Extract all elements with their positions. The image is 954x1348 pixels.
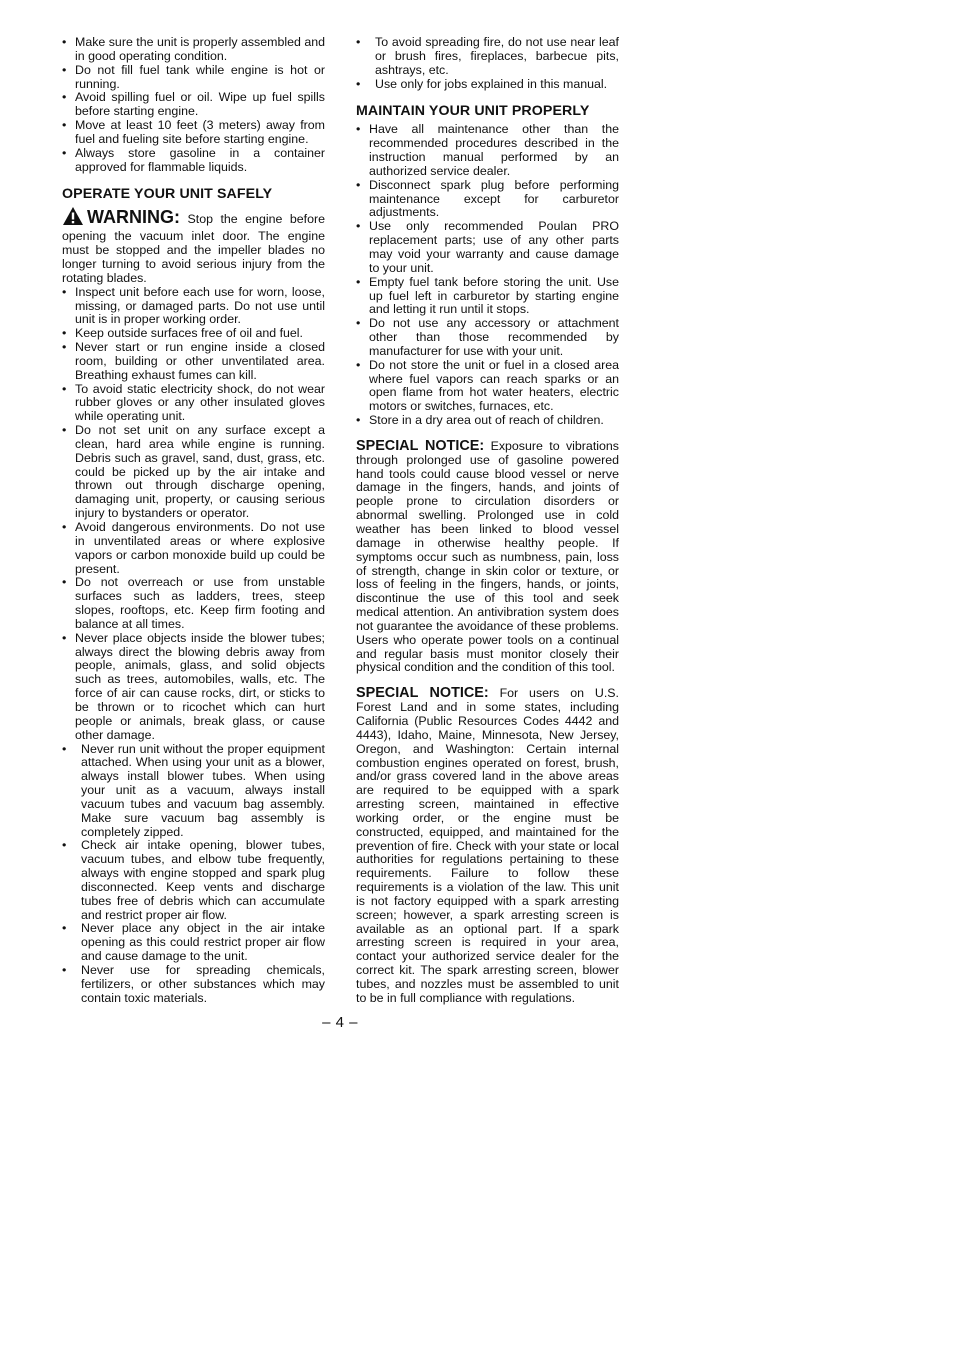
operate-heading: OPERATE YOUR UNIT SAFELY [62, 186, 273, 203]
list-item: • Inspect unit before each use for worn, loose, missing, or damaged parts. Do not use until unit is in proper working order. [62, 286, 325, 328]
list-item: • Empty fuel tank before storing the unit. Use up fuel left in carburetor by starting engine and letting it run until it stops. [356, 276, 619, 318]
list-item: • To avoid spreading fire, do not use near leaf or brush fires, fireplaces, barbecue pits, ashtrays, etc. [356, 36, 619, 78]
list-item: • To avoid static electricity shock, do not wear rubber gloves or any other insulated gloves while operating unit. [62, 383, 325, 425]
list-item: • Never start or run engine inside a closed room, building or other unventilated area. Breathing exhaust fumes can kill. [62, 341, 325, 383]
list-item: • Never place objects inside the blower tubes; always direct the blowing debris away from people, animals, glass, and solid objects such as trees, automobiles, walls, etc. The force of air can cause rocks, dirt, or sticks to be thrown or to ricochet which can hurt people or animals, break glass, or cause other damage. [62, 632, 325, 743]
list-item: • Do not use any accessory or attachment other than those recommended by manufacturer for use with your unit. [356, 317, 619, 359]
list-item: • Use only for jobs explained in this manual. [356, 78, 619, 92]
list-item: • Move at least 10 feet (3 meters) away from fuel and fueling site before starting engine. [62, 119, 325, 147]
right-column [356, 36, 619, 1006]
list-item: • Do not set unit on any surface except a clean, hard area while engine is running. Debris such as gravel, sand, dust, grass, etc. could be picked up by the air intake and thrown out through discharge opening, damaging unit, property, or causing serious injury to bystanders or operator. [62, 424, 325, 521]
fire-safety-list [356, 36, 619, 91]
notice-text: For users on U.S. Forest Land and in some states, including California (Public Resources Codes 4442 and 4443), Idaho, Maine, Minnesota, New Jersey, Oregon, and Washington: Certain internal combustion engines operated on forest, brush, and/or grass covered land in the above areas are required to be equipped with a spark arresting screen, maintained in effective working order, or the engine must be constructed, equipped, and maintained for the prevention of fire. Check with your state or local authorities for regulations pertaining to these requirements. Failure to follow these requirements is a violation of the law. This unit is not factory equipped with a spark arresting screen; however, a spark arresting screen is available as an optional part. If a spark arresting screen is required in your area, contact your authorized service dealer for the correct kit. The spark arresting screen, blower tubes, and nozzles must be assembled to unit to be in full compliance with regulations. [356, 686, 619, 1005]
list-item: • Store in a dry area out of reach of children. [356, 414, 619, 428]
notice-label: SPECIAL NOTICE: [356, 437, 485, 454]
list-item: • Avoid spilling fuel or oil. Wipe up fuel spills before starting engine. [62, 91, 325, 119]
list-item: • Never run unit without the proper equipment attached. When using your unit as a blower, always install blower tubes. When using your unit as a vacuum, always install vacuum tubes and vacuum bag assembly. Make sure vacuum bag assembly is completely zipped. [62, 743, 325, 840]
maintain-list [356, 123, 619, 428]
warning-paragraph [62, 206, 325, 285]
list-item: • Never place any object in the air intake opening as this could restrict proper air flow and cause damage to the unit. [62, 922, 325, 964]
list-item: • Disconnect spark plug before performing maintenance except for carburetor adjustments. [356, 179, 619, 221]
operate-safety-list-continued [62, 743, 325, 1006]
vibration-notice [356, 437, 619, 675]
list-item: • Keep outside surfaces free of oil and fuel. [62, 327, 325, 341]
list-item: • Do not store the unit or fuel in a closed area where fuel vapors can reach sparks or an open flame from hot water heaters, electric motors or switches, furnaces, etc. [356, 359, 619, 414]
list-item: • Check air intake opening, blower tubes, vacuum tubes, and elbow tube frequently, always with engine stopped and spark plug disconnected. Keep vents and discharge tubes free of debris which can accumulate and restrict proper air flow. [62, 839, 325, 922]
notice-label: SPECIAL NOTICE: [356, 685, 489, 702]
list-item: • Do not fill fuel tank while engine is hot or running. [62, 64, 325, 92]
list-item: • Avoid dangerous environments. Do not use in unventilated areas or where explosive vapors or carbon monoxide build up could be present. [62, 521, 325, 576]
warning-triangle-icon [62, 206, 84, 230]
list-item: • Have all maintenance other than the recommended procedures described in the instruction manual performed by an authorized service dealer. [356, 123, 619, 178]
spark-arrestor-notice [356, 687, 619, 1005]
left-column [62, 36, 325, 1006]
warning-label: WARNING: [87, 207, 180, 228]
list-item: • Use only recommended Poulan PRO replacement parts; use of any other parts may void your warranty and cause damage to your unit. [356, 220, 619, 275]
list-item: • Do not overreach or use from unstable surfaces such as ladders, trees, steep slopes, rooftops, etc. Keep firm footing and balance at all times. [62, 576, 325, 631]
page-number: – 4 – [322, 1014, 358, 1031]
list-item: • Make sure the unit is properly assembled and in good operating condition. [62, 36, 325, 64]
maintain-heading: MAINTAIN YOUR UNIT PROPERLY [356, 103, 590, 120]
fuel-safety-list [62, 36, 325, 174]
operate-safety-list [62, 286, 325, 743]
warning-text: Stop the engine before opening the vacuum inlet door. The engine must be stopped and the impeller blades no longer turning to avoid serious injury from the rotating blades. [62, 212, 325, 285]
notice-text: Exposure to vibrations through prolonged use of gasoline powered hand tools could cause blood vessel or nerve damage in the fingers, hands, and joints of people prone to circulation disorders or abnormal swelling. Prolonged use in cold weather has been linked to blood vessel damage in otherwise healthy people. If symptoms occur such as numbness, pain, loss of strength, change in skin color or texture, or loss of feeling in the fingers, hands, or joints, discontinue the use of this tool and seek medical attention. An antivibration system does not guarantee the avoidance of these problems. Users who operate power tools on a continual and regular basis must monitor closely their physical condition and the condition of this tool. [356, 438, 619, 675]
list-item: • Never use for spreading chemicals, fertilizers, or other substances which may contain toxic materials. [62, 964, 325, 1006]
list-item: • Always store gasoline in a container approved for flammable liquids. [62, 147, 325, 175]
